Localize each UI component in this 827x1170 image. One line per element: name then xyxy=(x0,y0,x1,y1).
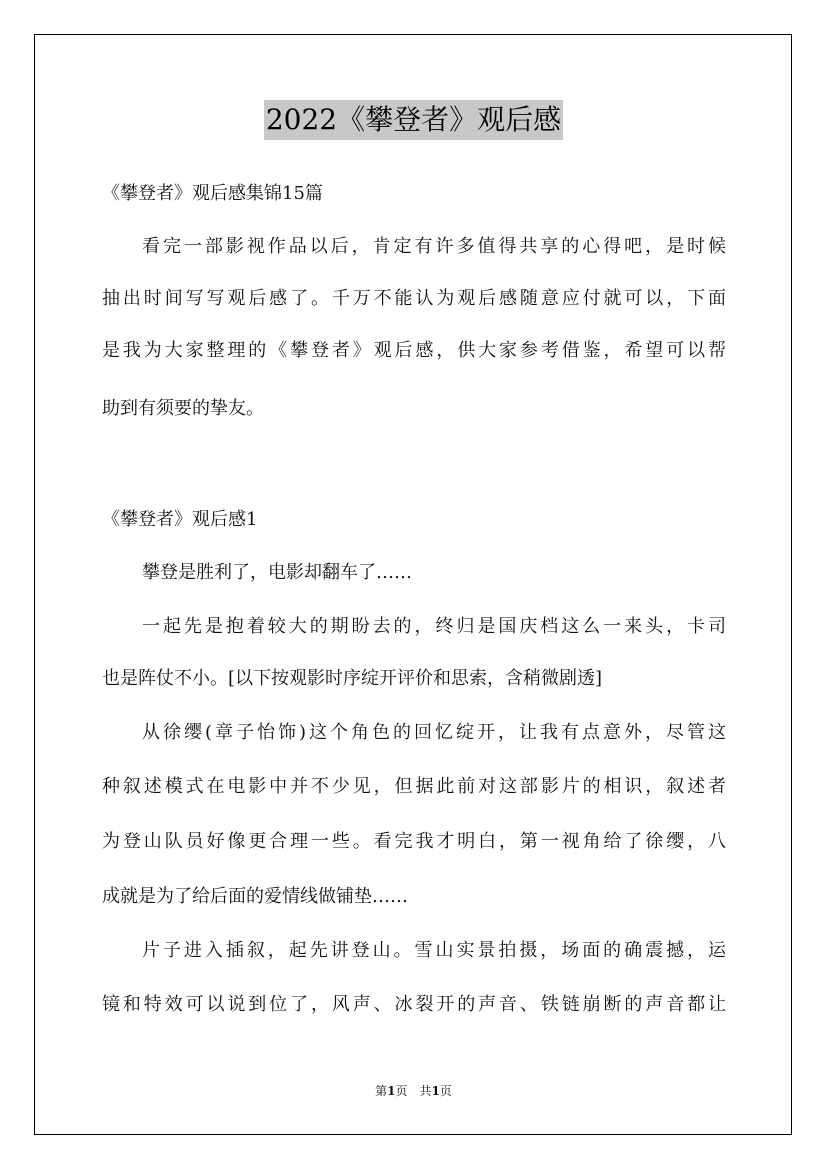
paragraph-line: 攀登是胜利了，电影却翻车了…… xyxy=(142,562,412,583)
paragraph-line: 片子进入插叙，起先讲登山。雪山实景拍摄，场面的确震撼，运 xyxy=(142,940,726,961)
intro-line: 抽出时间写写观后感了。千万不能认为观后感随意应付就可以，下面 xyxy=(102,288,726,309)
paragraph-line: 也是阵仗不小。[以下按观影时序绽开评价和思索，含稍微剧透] xyxy=(102,668,603,689)
paragraph-line: 镜和特效可以说到位了，风声、冰裂开的声音、铁链崩断的声音都让 xyxy=(102,994,726,1015)
total-suffix: 页 xyxy=(439,1084,452,1098)
page-current: 1 xyxy=(387,1084,396,1098)
page-total: 1 xyxy=(431,1084,440,1098)
page-suffix: 页 xyxy=(395,1084,408,1098)
paragraph-line: 为登山队员好像更合理一些。看完我才明白，第一视角给了徐缨，八 xyxy=(102,831,726,852)
paragraph-line: 成就是为了给后面的爱情线做铺垫…… xyxy=(102,886,408,907)
page-prefix: 第 xyxy=(375,1084,388,1098)
intro-line: 看完一部影视作品以后，肯定有许多值得共享的心得吧，是时候 xyxy=(142,236,726,257)
title-block xyxy=(0,100,827,140)
document-title: 2022《攀登者》观后感 xyxy=(264,100,563,140)
intro-line: 助到有须要的挚友。 xyxy=(102,398,264,419)
document-subtitle: 《攀登者》观后感集锦15篇 xyxy=(102,183,323,204)
paragraph-line: 种叙述模式在电影中并不少见，但据此前对这部影片的相识，叙述者 xyxy=(102,776,726,797)
section-heading: 《攀登者》观后感1 xyxy=(102,509,258,530)
paragraph-line: 一起先是抱着较大的期盼去的，终归是国庆档这么一来头，卡司 xyxy=(142,616,726,637)
paragraph-line: 从徐缨(章子怡饰)这个角色的回忆绽开，让我有点意外，尽管这 xyxy=(142,722,726,743)
page-footer xyxy=(0,1083,827,1099)
total-prefix: 共 xyxy=(419,1084,432,1098)
intro-line: 是我为大家整理的《攀登者》观后感，供大家参考借鉴，希望可以帮 xyxy=(102,340,726,361)
